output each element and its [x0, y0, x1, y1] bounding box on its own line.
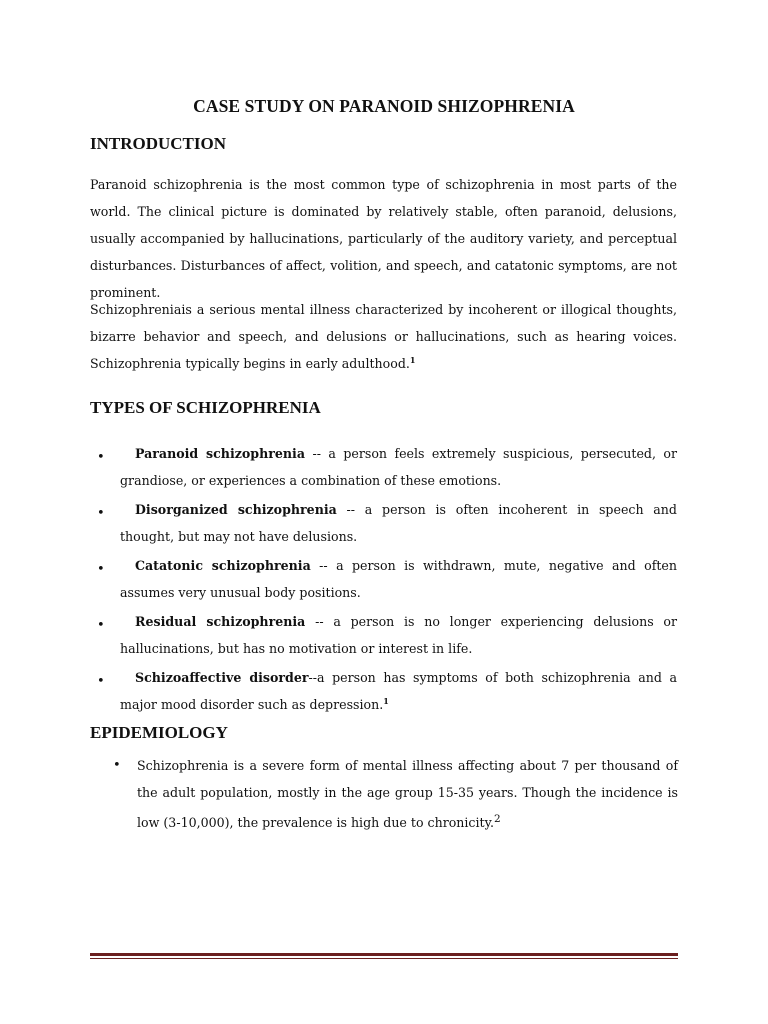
page-title: CASE STUDY ON PARANOID SHIZOPHRENIA [193, 96, 575, 116]
bullet-icon: • [97, 506, 105, 521]
list-item-description: --a person has symptoms of both schizophrenia and a major mood disorder such as depression. [120, 670, 677, 712]
introduction-paragraph-2-text: Schizophreniais a serious mental illness characterized by incoherent or illogical thoughts, bizarre behavior and speech, and delusions or hallucinations, such as hearing voices. Schizophrenia typically begins in early adulthood. [90, 302, 677, 371]
list-item-description: -- a person is no longer experiencing delusions or hallucinations, but has no motivation or interest in life. [120, 614, 677, 656]
footnote-reference: 1 [409, 355, 416, 365]
list-item-term: Disorganized schizophrenia [135, 502, 337, 517]
types-heading: TYPES OF SCHIZOPHRENIA [90, 398, 321, 417]
list-item [90, 552, 680, 608]
footnote-reference: 1 [383, 696, 389, 706]
list-item-term: Schizoaffective disorder [135, 670, 309, 685]
types-list [90, 440, 680, 720]
bullet-icon: • [97, 562, 105, 577]
introduction-paragraph-2 [90, 296, 677, 377]
list-item-text [120, 608, 677, 662]
list-item-text [120, 440, 677, 494]
list-item-text [120, 496, 677, 550]
list-item [90, 496, 680, 552]
list-item-term: Paranoid schizophrenia [135, 446, 306, 461]
bullet-icon: • [97, 674, 105, 689]
list-item-term: Residual schizophrenia [135, 614, 306, 629]
list-item [90, 664, 680, 720]
introduction-paragraph-1: Paranoid schizophrenia is the most common type of schizophrenia in most parts of the world. The clinical picture is dominated by relatively stable, often paranoid, delusions, usually accompanied by hallucinations, particularly of the auditory variety, and perceptual disturbances. Disturbances of affect, volition, and speech, and catatonic symptoms, are not prominent. [90, 177, 677, 300]
epidemiology-heading: EPIDEMIOLOGY [90, 723, 228, 742]
footer-rule-thin [90, 958, 678, 959]
introduction-heading: INTRODUCTION [90, 134, 227, 153]
list-item-description: -- a person is withdrawn, mute, negative and often assumes very unusual body positions. [120, 558, 677, 600]
list-item [90, 440, 680, 496]
list-item-description: -- a person feels extremely suspicious, persecuted, or grandiose, or experiences a combination of these emotions. [120, 446, 678, 488]
footnote-reference: 2 [494, 813, 501, 825]
footer-rule [90, 953, 678, 956]
list-item-description: -- a person is often incoherent in speech and thought, but may not have delusions. [120, 502, 677, 544]
list-item [90, 608, 680, 664]
list-item-text [120, 664, 677, 718]
list-item-term: Catatonic schizophrenia [135, 558, 311, 573]
bullet-icon: • [97, 618, 105, 633]
list-item-text [120, 552, 677, 606]
list-item-description: Schizophrenia is a severe form of mental illness affecting about 7 per thousand of the adult population, mostly in the age group 15-35 years. Though the incidence is low (3-10,000), the prevalence is high due to chronicity. [137, 758, 678, 831]
list-item-text [137, 752, 678, 836]
bullet-icon: • [97, 450, 105, 465]
bullet-icon: • [113, 758, 121, 773]
